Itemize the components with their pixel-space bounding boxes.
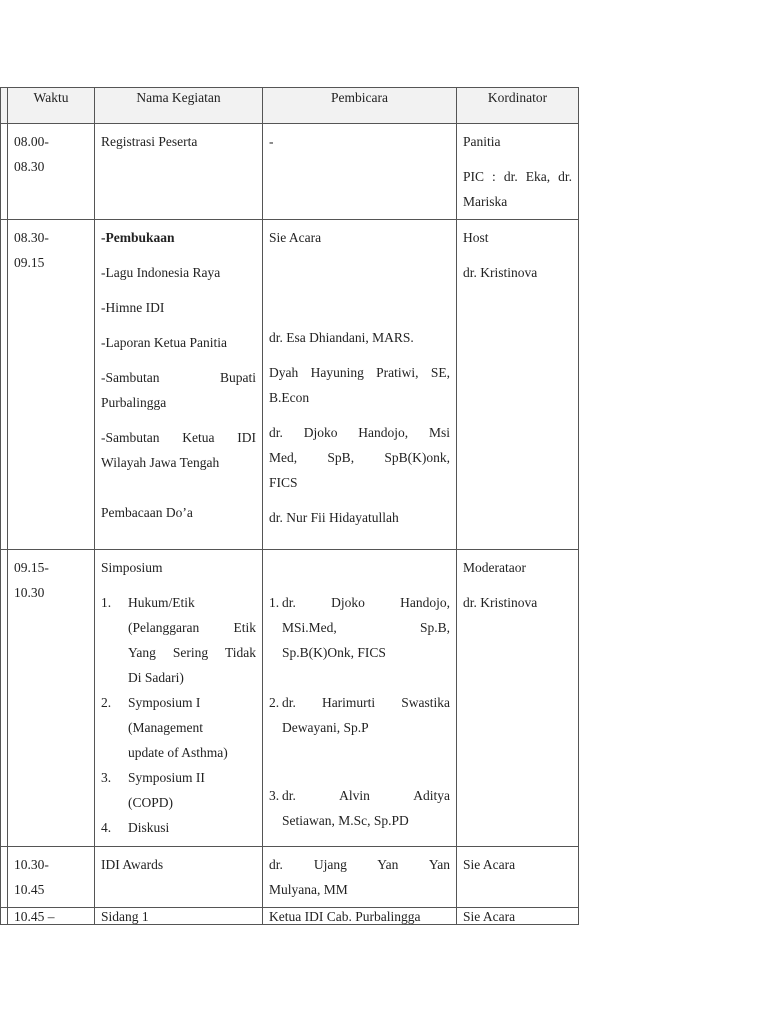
activity-text: Wilayah Jawa Tengah [101, 455, 220, 470]
header-row [1, 88, 579, 124]
time-cell [8, 908, 95, 925]
activity-text: -Lagu Indonesia Raya [101, 265, 221, 280]
activity-text: -Laporan Ketua Panitia [101, 335, 227, 350]
activity-text: -Sambutan Bupati [101, 370, 256, 385]
coordinator-text: PIC : dr. Eka, dr. [463, 169, 572, 184]
speaker-text: Ketua IDI Cab. Purbalingga [269, 909, 421, 924]
activity-title: Simposium [101, 560, 163, 575]
time-start: 08.30- [14, 230, 49, 245]
activity-list [101, 590, 256, 840]
list-item: 1. dr. Djoko Handojo, MSi.Med, Sp.B, Sp.B(K)Onk, FICS [269, 595, 450, 660]
activity-text: Sidang 1 [101, 909, 149, 924]
time-end: 10.30 [14, 585, 45, 600]
coordinator-text: Sie Acara [463, 857, 516, 872]
schedule-table [0, 87, 579, 925]
coordinator-text: Sie Acara [463, 909, 516, 924]
activity-text: -Himne IDI [101, 300, 165, 315]
speaker-text: - [269, 134, 274, 149]
header-pembicara: Pembicara [263, 88, 457, 124]
coordinator-text: dr. Kristinova [463, 265, 538, 280]
activity-text: Registrasi Peserta [101, 134, 198, 149]
speaker-text: dr. Djoko Handojo, Msi [269, 425, 450, 440]
speaker-list [269, 590, 450, 833]
header-kordinator: Kordinator [457, 88, 579, 124]
list-item: 4. Diskusi [101, 820, 170, 835]
coordinator-cell [457, 124, 579, 220]
activity-text: Purbalingga [101, 395, 167, 410]
header-waktu: Waktu [8, 88, 95, 124]
activity-text: -Pembukaan [101, 230, 175, 245]
speaker-cell [263, 124, 457, 220]
table-row [1, 550, 579, 847]
list-item: 3. Symposium II (COPD) [101, 770, 205, 810]
table-row [1, 908, 579, 925]
speaker-text: dr. Nur Fii Hidayatullah [269, 510, 399, 525]
coordinator-text: Host [463, 230, 489, 245]
speaker-text: B.Econ [269, 390, 310, 405]
activity-cell [95, 124, 263, 220]
time-end: 09.15 [14, 255, 45, 270]
table-row [1, 220, 579, 550]
list-item: 2. dr. Harimurti Swastika Dewayani, Sp.P [269, 695, 450, 735]
time-start: 08.00- [14, 134, 49, 149]
time-start: 10.30- [14, 857, 49, 872]
speaker-cell [263, 220, 457, 550]
activity-text: Pembacaan Do’a [101, 505, 193, 520]
time-start: 10.45 – [14, 909, 55, 924]
time-cell [8, 124, 95, 220]
speaker-text: dr. Ujang Yan Yan [269, 857, 450, 872]
list-item: 3. dr. Alvin Aditya Setiawan, M.Sc, Sp.PD [269, 788, 450, 828]
table-row [1, 847, 579, 908]
activity-text: -Sambutan Ketua IDI [101, 430, 256, 445]
speaker-text: Sie Acara [269, 230, 322, 245]
coordinator-cell [457, 220, 579, 550]
list-item: 1. Hukum/Etik (Pelanggaran Etik Yang Sering Tidak Di Sadari) [101, 595, 256, 685]
time-end: 08.30 [14, 159, 45, 174]
time-cell [8, 847, 95, 908]
coordinator-text: Moderataor [463, 560, 526, 575]
speaker-cell [263, 908, 457, 925]
speaker-cell [263, 550, 457, 847]
activity-cell [95, 550, 263, 847]
time-cell [8, 220, 95, 550]
activity-cell [95, 908, 263, 925]
coordinator-cell [457, 550, 579, 847]
list-item: 2. Symposium I (Management update of Asthma) [101, 695, 228, 760]
speaker-text: Med, SpB, SpB(K)onk, [269, 450, 450, 465]
coordinator-text: Mariska [463, 194, 508, 209]
table-row [1, 124, 579, 220]
speaker-text: FICS [269, 475, 298, 490]
time-start: 09.15- [14, 560, 49, 575]
time-end: 10.45 [14, 882, 45, 897]
header-nama-kegiatan: Nama Kegiatan [95, 88, 263, 124]
speaker-text: Dyah Hayuning Pratiwi, SE, [269, 365, 450, 380]
speaker-text: Mulyana, MM [269, 882, 348, 897]
activity-text: IDI Awards [101, 857, 164, 872]
time-cell [8, 550, 95, 847]
speaker-cell [263, 847, 457, 908]
activity-cell [95, 220, 263, 550]
coordinator-text: dr. Kristinova [463, 595, 538, 610]
activity-cell [95, 847, 263, 908]
coordinator-cell [457, 908, 579, 925]
coordinator-cell [457, 847, 579, 908]
coordinator-text: Panitia [463, 134, 501, 149]
speaker-text: dr. Esa Dhiandani, MARS. [269, 330, 414, 345]
